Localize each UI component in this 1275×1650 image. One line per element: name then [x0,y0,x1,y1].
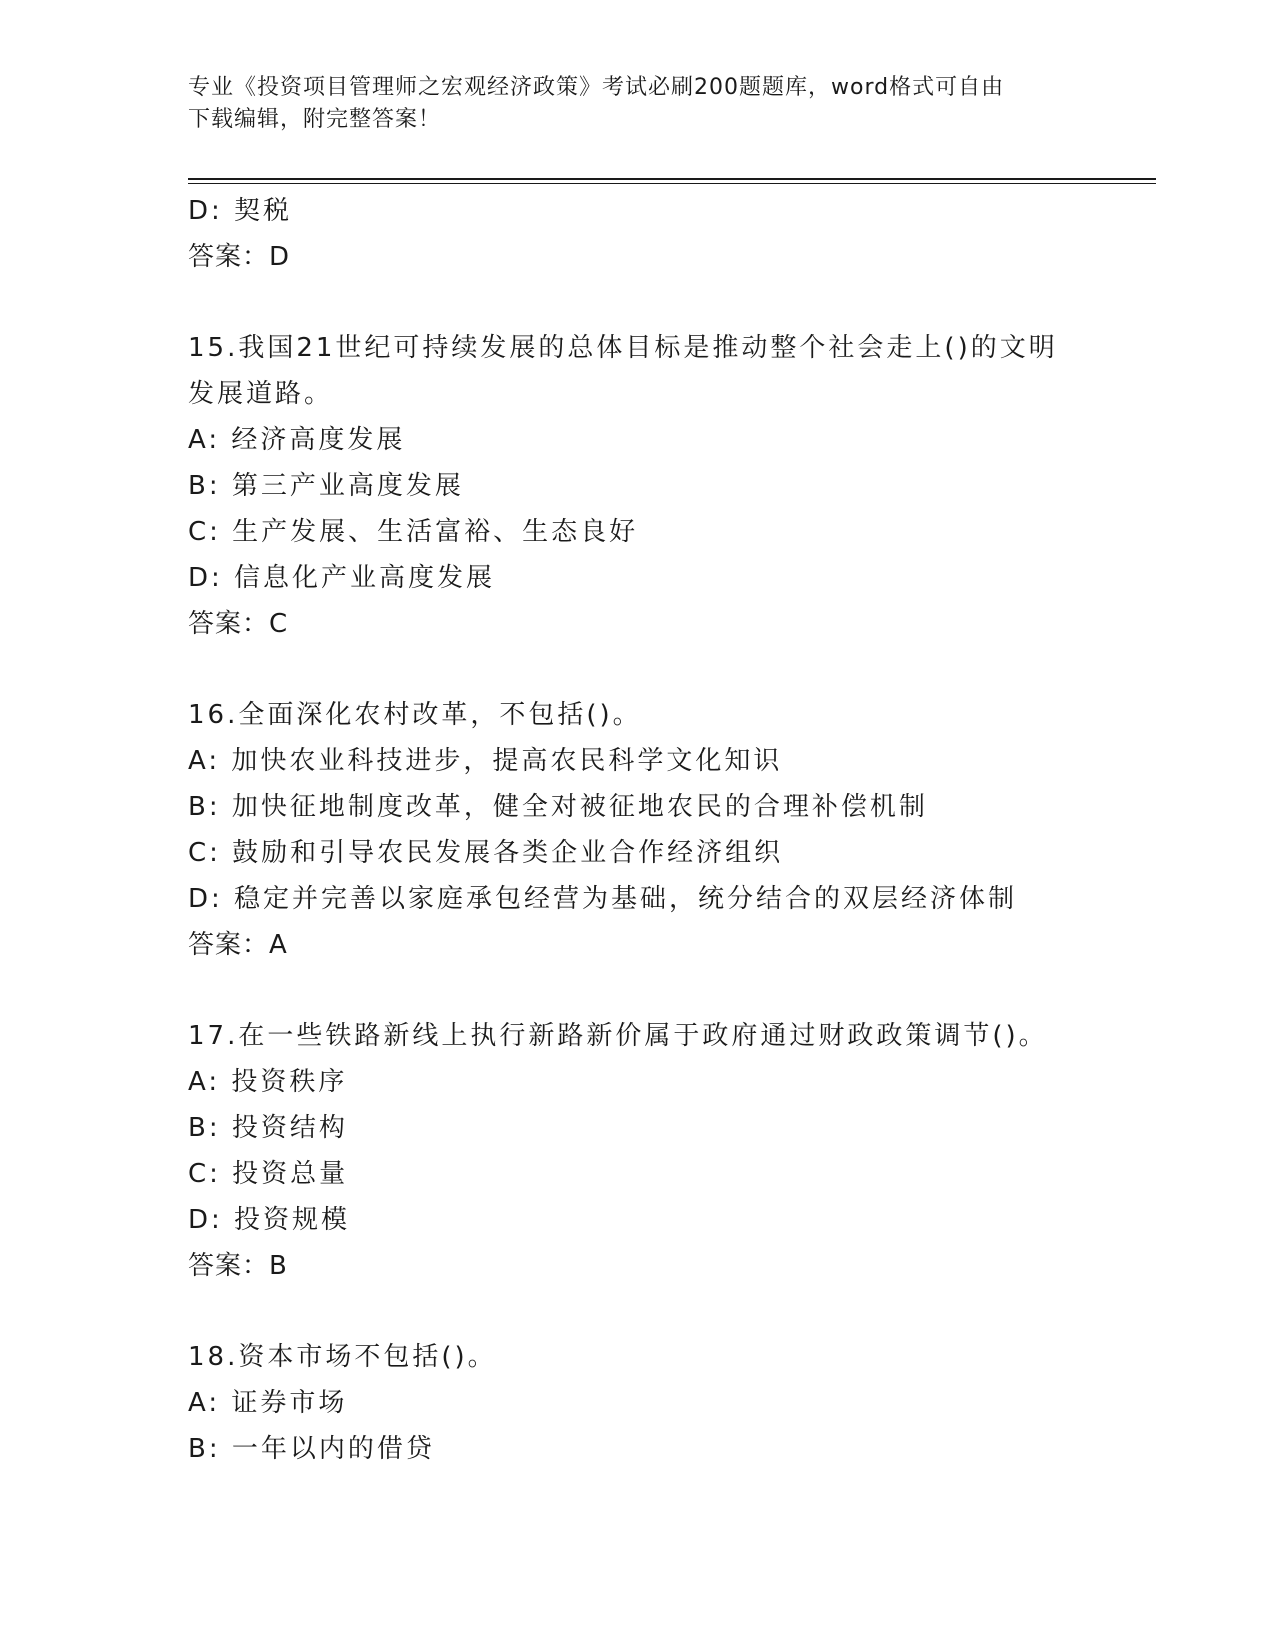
option-c: C: 生产发展、生活富裕、生态良好 [188,517,639,547]
question-stem-continued: 发展道路。 [188,379,334,409]
header-line-2: 下载编辑，附完整答案！ [188,107,442,132]
previous-question-tail [188,188,1148,280]
spacer [188,647,1148,692]
option-d: D: 稳定并完善以家庭承包经营为基础，统分结合的双层经济体制 [188,884,1018,914]
header-line-1: 专业《投资项目管理师之宏观经济政策》考试必刷200题题库，word格式可自由 [188,75,1005,100]
answer-line: 答案：C [188,609,289,639]
option-d: D: 投资规模 [188,1205,351,1235]
answer-line: 答案：B [188,1251,288,1281]
question-stem: 18.资本市场不包括()。 [188,1342,497,1372]
option-c: C: 投资总量 [188,1159,349,1189]
option-a: A: 投资秩序 [188,1067,348,1097]
spacer [188,968,1148,1013]
option-d: D: 契税 [188,196,293,226]
option-d: D: 信息化产业高度发展 [188,563,496,593]
option-b: B: 投资结构 [188,1113,348,1143]
page-header [188,72,1068,136]
question-18 [188,1334,1148,1472]
question-stem: 17.在一些铁路新线上执行新路新价属于政府通过财政政策调节()。 [188,1021,1048,1051]
option-a: A: 经济高度发展 [188,425,406,455]
header-divider-thin [188,183,1156,184]
option-b: B: 第三产业高度发展 [188,471,464,501]
spacer [188,1289,1148,1334]
question-17 [188,1013,1148,1289]
option-a: A: 加快农业科技进步，提高农民科学文化知识 [188,746,783,776]
answer-line: 答案：D [188,242,291,272]
option-b: B: 一年以内的借贷 [188,1434,435,1464]
answer-line: 答案：A [188,930,288,960]
question-content [188,188,1148,1472]
question-stem: 16.全面深化农村改革，不包括()。 [188,700,642,730]
option-a: A: 证券市场 [188,1388,348,1418]
option-c: C: 鼓励和引导农民发展各类企业合作经济组织 [188,838,784,868]
header-divider-thick [188,178,1156,180]
spacer [188,280,1148,325]
question-16 [188,692,1148,968]
option-b: B: 加快征地制度改革，健全对被征地农民的合理补偿机制 [188,792,928,822]
question-15 [188,325,1148,647]
question-stem: 15.我国21世纪可持续发展的总体目标是推动整个社会走上()的文明 [188,333,1058,363]
